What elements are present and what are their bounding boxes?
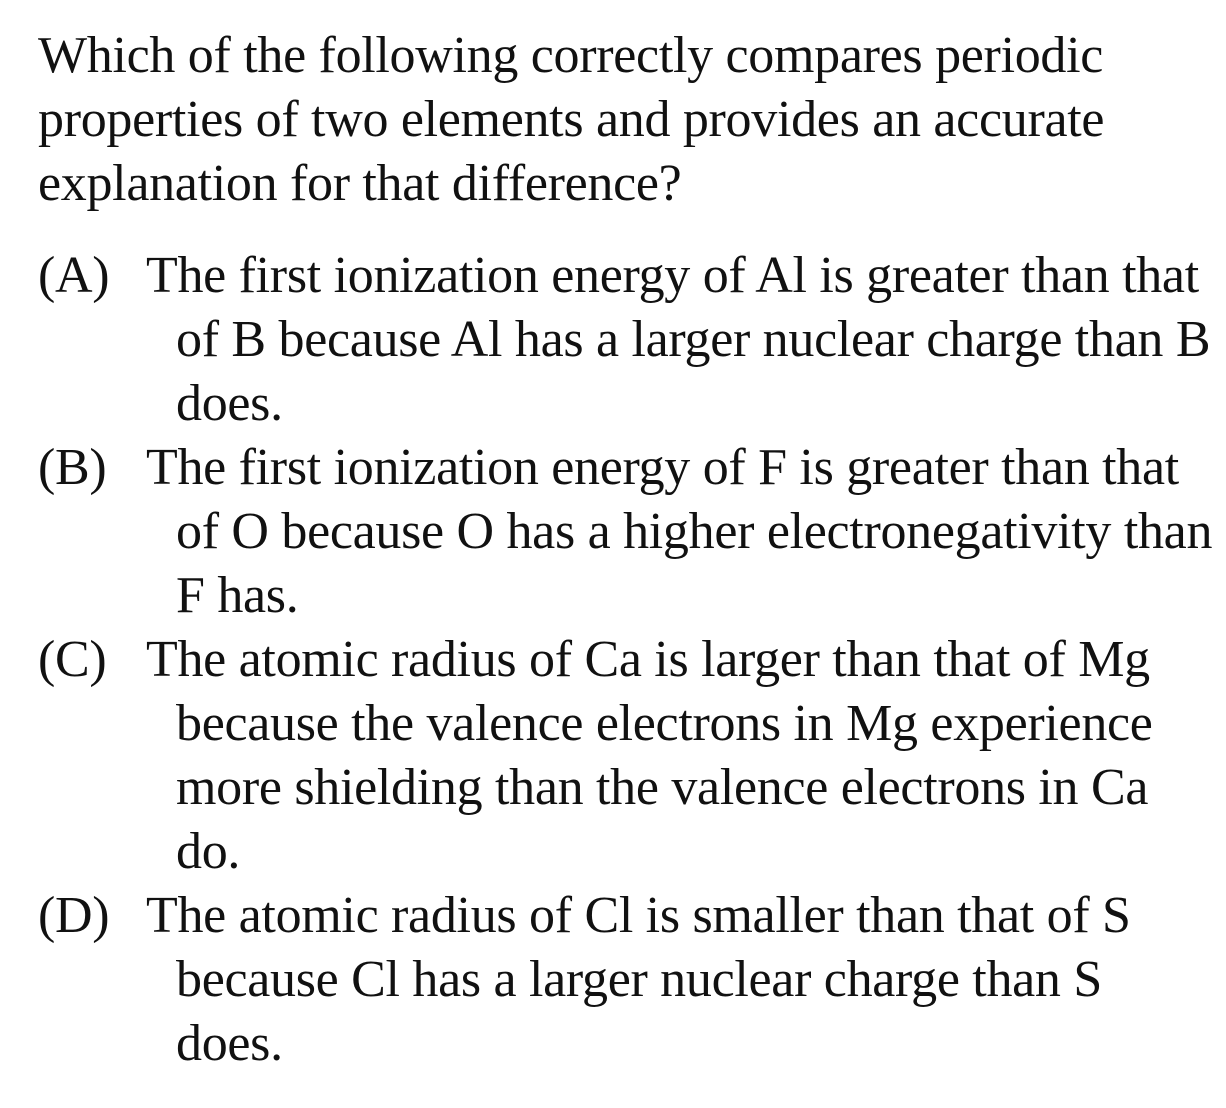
option-a-letter: (A): [38, 247, 110, 304]
answer-options: [38, 244, 1218, 1076]
option-a-text: The first ionization energy of Al is greater than that of B because Al has a larger nuclear charge than B does.: [146, 247, 1211, 432]
option-b-letter: (B): [38, 439, 107, 496]
option-c-text: The atomic radius of Ca is larger than that of Mg because the valence electrons in Mg experience more shielding than the valence electrons in Ca do.: [146, 631, 1153, 880]
option-d[interactable]: [38, 884, 1218, 1076]
option-d-text: The atomic radius of Cl is smaller than that of S because Cl has a larger nuclear charge than S does.: [146, 887, 1131, 1072]
option-c[interactable]: [38, 628, 1218, 884]
option-c-letter: (C): [38, 631, 107, 688]
option-b[interactable]: [38, 436, 1218, 628]
option-a[interactable]: [38, 244, 1218, 436]
option-b-text: The first ionization energy of F is greater than that of O because O has a higher electronegativity than F has.: [146, 439, 1213, 624]
question-text: Which of the following correctly compares periodic properties of two elements and provides an accurate explanation for that difference?: [38, 27, 1105, 212]
option-d-letter: (D): [38, 887, 110, 944]
